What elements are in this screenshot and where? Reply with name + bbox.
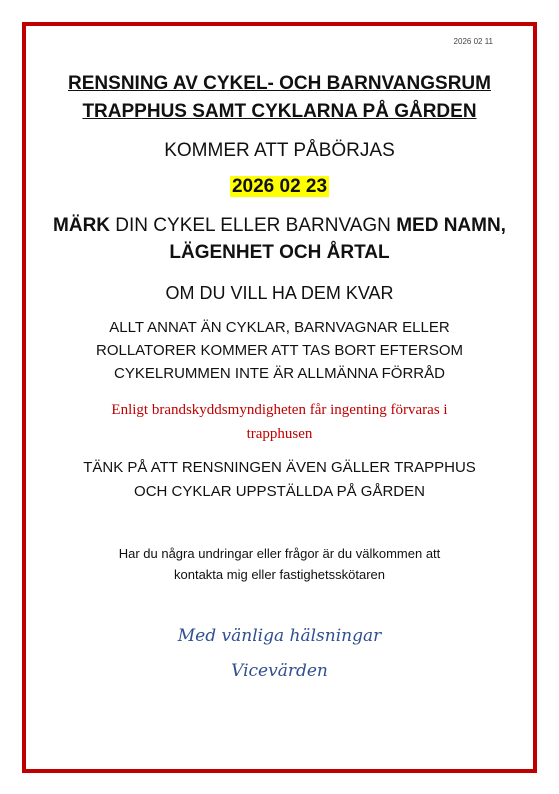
fire-line-2: trapphusen [246, 426, 313, 442]
scope-line-2: OCH CYKLAR UPPSTÄLLDA PÅ GÅRDEN [134, 483, 425, 500]
start-date: 2026 02 23 [231, 176, 328, 197]
signature-name: Vicevärden [231, 661, 328, 681]
start-text: KOMMER ATT PÅBÖRJAS [164, 140, 395, 161]
mark-bold-2: MED NAMN, LÄGENHET OCH ÅRTAL [169, 215, 506, 263]
start-date-wrapper [26, 175, 533, 199]
mark-instruction [26, 212, 533, 266]
notice-title [26, 70, 533, 126]
scope-notice [26, 456, 533, 504]
keep-text: OM DU VILL HA DEM KVAR [165, 283, 394, 303]
fire-safety-notice [26, 398, 533, 446]
mark-text-1: DIN CYKEL ELLER BARNVAGN [110, 215, 397, 236]
document-date: 2026 02 11 [453, 37, 493, 46]
contact-notice [26, 543, 533, 585]
contact-line-1: Har du några undringar eller frågor är du välkommen att [118, 546, 441, 561]
mark-bold-1: MÄRK [53, 215, 111, 236]
contact-line-2: kontakta mig eller fastighetsskötaren [174, 567, 385, 582]
fire-line-1: Enligt brandskyddsmyndigheten får ingenting förvaras i [111, 402, 448, 418]
removal-line-2: ROLLATORER KOMMER ATT TAS BORT EFTERSOM [95, 342, 463, 359]
signature-greeting: Med vänliga hälsningar [177, 626, 382, 646]
removal-line-3: CYKELRUMMEN INTE ÄR ALLMÄNNA FÖRRÅD [114, 365, 445, 382]
title-line-1: RENSNING AV CYKEL- OCH BARNVANGSRUM [68, 73, 491, 94]
title-line-2: TRAPPHUS SAMT CYKLARNA PÅ GÅRDEN [82, 101, 477, 122]
removal-line-1: ALLT ANNAT ÄN CYKLAR, BARNVAGNAR ELLER [109, 319, 450, 336]
removal-warning [26, 316, 533, 385]
scope-line-1: TÄNK PÅ ATT RENSNINGEN ÄVEN GÄLLER TRAPPHUS [83, 459, 476, 476]
